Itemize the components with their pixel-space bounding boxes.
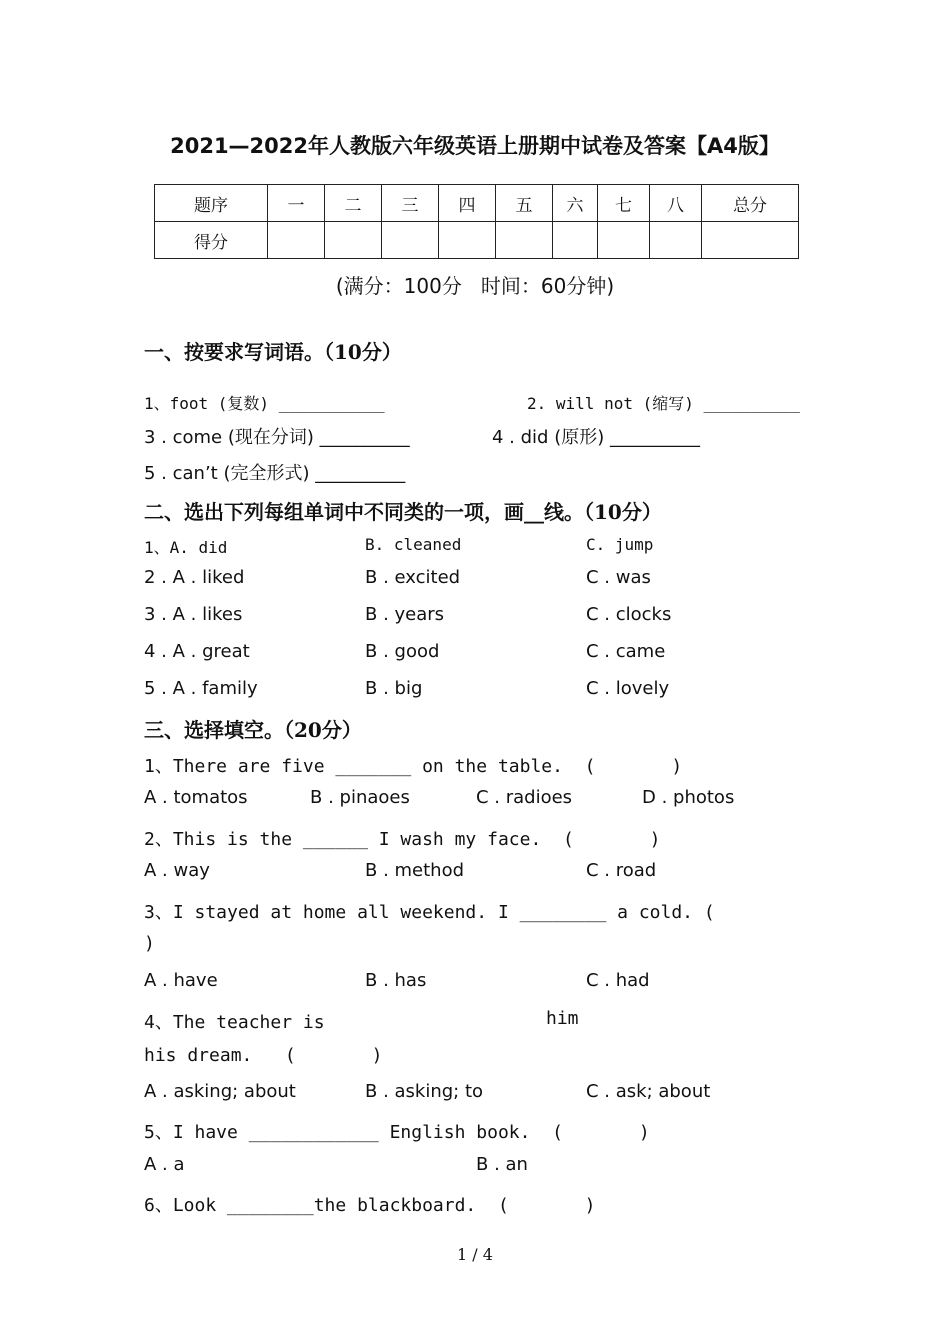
s2-option: 4 . A . great: [144, 641, 250, 662]
s1-question-2: 2. will not (缩写) __________: [527, 394, 800, 413]
score-cell[interactable]: [382, 222, 439, 259]
score-table-header-cell: 总分: [702, 185, 799, 222]
s3-option: D . photos: [642, 787, 735, 808]
score-table-header-row: [155, 185, 799, 222]
s2-option: C . clocks: [586, 604, 672, 625]
score-table-header-cell: 五: [496, 185, 553, 222]
s1-question-3: 3 . come (现在分词) __________: [144, 427, 410, 448]
score-cell[interactable]: [325, 222, 382, 259]
s2-option: 1、A. did: [144, 538, 228, 557]
s2-option: C . lovely: [586, 678, 670, 699]
s3-option: C . road: [586, 860, 657, 881]
score-table-header-cell: 七: [598, 185, 650, 222]
score-table: [154, 184, 799, 259]
score-table-header-cell: 八: [650, 185, 702, 222]
s2-option: B . big: [365, 678, 423, 699]
s3-option: B . an: [476, 1154, 528, 1175]
s2-option: 3 . A . likes: [144, 604, 243, 625]
score-cell[interactable]: [650, 222, 702, 259]
s3-question-1-stem: 1、There are five _______ on the table. ( ): [144, 756, 683, 777]
s2-option: C . came: [586, 641, 666, 662]
s3-question-6-stem: 6、Look ________the blackboard. ( ): [144, 1195, 596, 1216]
page-title: 2021—2022年人教版六年级英语上册期中试卷及答案【A4版】: [170, 134, 780, 158]
page-number: 1 / 4: [457, 1245, 493, 1264]
s3-option: C . radioes: [476, 787, 573, 808]
s3-question-4-stem-part: him: [546, 1008, 579, 1029]
section-2-heading: 二、选出下列每组单词中不同类的一项，画__线。（10分）: [144, 500, 662, 524]
exam-meta: (满分：100分 时间：60分钟): [335, 274, 615, 298]
score-cell[interactable]: [598, 222, 650, 259]
s1-question-5: 5 . can’t (完全形式) __________: [144, 463, 406, 484]
s3-option: B . asking; to: [365, 1081, 484, 1102]
score-cell[interactable]: [702, 222, 799, 259]
s2-option: 2 . A . liked: [144, 567, 245, 588]
score-table-header-cell: 一: [268, 185, 325, 222]
s3-option: B . pinaoes: [310, 787, 410, 808]
score-table-header-cell: 三: [382, 185, 439, 222]
score-row-label: 得分: [155, 222, 268, 259]
s3-option: A . way: [144, 860, 210, 881]
score-cell[interactable]: [553, 222, 598, 259]
s2-option: B . years: [365, 604, 445, 625]
s3-option: B . method: [365, 860, 465, 881]
s3-option: C . had: [586, 970, 650, 991]
s3-option: C . ask; about: [586, 1081, 711, 1102]
score-table-header-cell: 四: [439, 185, 496, 222]
s1-question-1: 1、foot (复数) ___________: [144, 394, 385, 413]
s3-question-4-stem: 4、The teacher is: [144, 1012, 325, 1033]
s2-option: B. cleaned: [365, 535, 462, 554]
s3-option: A . a: [144, 1154, 185, 1175]
s3-question-2-stem: 2、This is the ______ I wash my face. ( ): [144, 829, 661, 850]
s3-option: A . have: [144, 970, 218, 991]
score-table-header-cell: 题序: [155, 185, 268, 222]
score-table-header-cell: 六: [553, 185, 598, 222]
s3-option: A . asking; about: [144, 1081, 296, 1102]
s3-option: A . tomatos: [144, 787, 248, 808]
s3-option: B . has: [365, 970, 427, 991]
s3-question-3-stem-cont: ): [144, 933, 155, 954]
s2-option: B . good: [365, 641, 440, 662]
score-cell[interactable]: [268, 222, 325, 259]
section-3-heading: 三、选择填空。（20分）: [144, 718, 362, 742]
s3-question-5-stem: 5、I have ____________ English book. ( ): [144, 1122, 650, 1143]
s3-question-3-stem: 3、I stayed at home all weekend. I ________ a cold. (: [144, 902, 715, 923]
score-cell[interactable]: [496, 222, 553, 259]
s1-question-4: 4 . did (原形) __________: [492, 427, 700, 448]
s2-option: B . excited: [365, 567, 461, 588]
section-1-heading: 一、按要求写词语。（10分）: [144, 340, 402, 364]
s2-option: 5 . A . family: [144, 678, 258, 699]
score-table-score-row: [155, 222, 799, 259]
s2-option: C. jump: [586, 535, 654, 554]
score-cell[interactable]: [439, 222, 496, 259]
s3-question-4-stem-cont: his dream. ( ): [144, 1045, 383, 1066]
score-table-header-cell: 二: [325, 185, 382, 222]
s2-option: C . was: [586, 567, 651, 588]
